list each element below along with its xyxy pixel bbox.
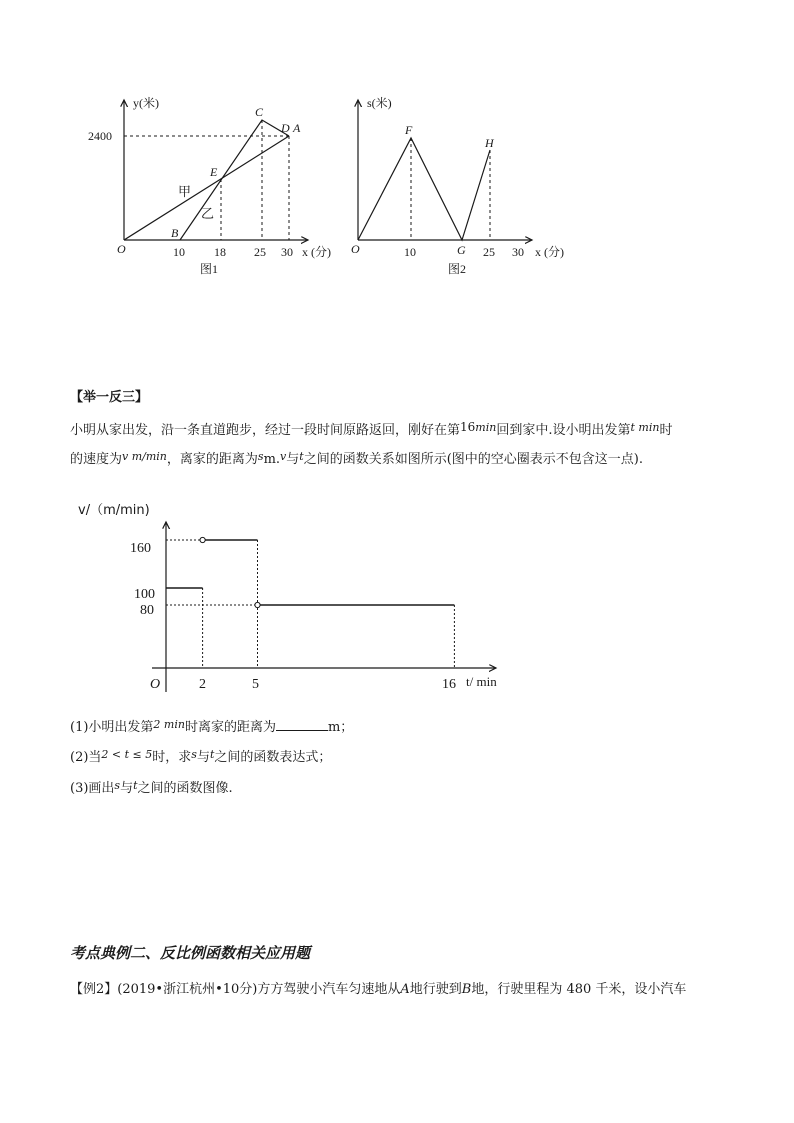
question-3: [70, 779, 233, 799]
fig2-y-label: s(米): [367, 96, 392, 110]
problem-text: 小明从家出发，沿一条直道跑步，经过一段时间原路返回，刚好在第: [70, 423, 461, 438]
question-text: 时离家的距离为: [184, 720, 276, 735]
fig3-y-tick-100: 100: [134, 587, 155, 602]
math-t-min: t min: [630, 421, 660, 434]
math-s: s: [191, 748, 197, 761]
fig3-open-point-1: [255, 602, 260, 607]
question-text: (2)当: [70, 750, 102, 765]
fig1-label-jia: 甲: [178, 184, 192, 199]
fig1-y-label: y(米): [133, 96, 159, 110]
math-inequality: 2 < t ≤ 5: [101, 748, 153, 761]
example-text: 【例2】(2019•浙江杭州•10分)方方驾驶小汽车匀速地从: [70, 982, 401, 997]
problem-text: m.: [263, 452, 281, 467]
fig1-caption: 图1: [200, 262, 219, 276]
fig2-origin: O: [351, 242, 360, 256]
figure-1: [80, 90, 340, 290]
problem-line-2: [70, 450, 643, 470]
fig1-line-yi: [180, 120, 289, 240]
fig3-y-label: v/（m/min): [78, 503, 150, 518]
question-text: 与: [196, 750, 210, 765]
fig1-x-tick-25: 25: [254, 245, 266, 259]
fig3-origin: O: [150, 677, 161, 692]
fig2-point-h: H: [485, 136, 494, 150]
problem-line-1: [70, 420, 672, 441]
question-text: 时，求: [152, 750, 192, 765]
fig3-y-tick-160: 160: [130, 541, 151, 556]
figure-3-velocity-chart: [60, 490, 520, 700]
math-a: A: [400, 982, 410, 997]
math-2-min: 2 min: [153, 718, 185, 731]
fig2-graph: [358, 138, 490, 240]
fig1-point-e: E: [210, 165, 218, 179]
problem-text: 时: [659, 423, 673, 438]
math-s: s: [114, 779, 121, 792]
fig3-x-tick-5: 5: [252, 677, 259, 692]
example-text: 地，行驶里程为 480 千米，设小汽车: [471, 982, 687, 997]
question-1: [70, 718, 353, 738]
math-b: B: [461, 982, 472, 997]
question-2: [70, 748, 331, 768]
fig1-x-tick-30: 30: [281, 245, 293, 259]
fig2-x-tick-10: 10: [404, 245, 416, 259]
question-text: (1)小明出发第: [70, 720, 154, 735]
question-text: (3)画出: [70, 781, 115, 796]
question-text: 之间的函数表达式；: [214, 750, 332, 765]
math-v: v: [280, 450, 287, 463]
question-text: 与: [120, 781, 134, 796]
question-text: 之间的函数图像.: [137, 781, 233, 796]
fig2-x-tick-25: 25: [483, 245, 495, 259]
math-t: t: [209, 748, 215, 761]
fig1-y-tick-2400: 2400: [88, 129, 112, 143]
example-text: 地行驶到: [409, 982, 462, 997]
fig3-y-tick-80: 80: [140, 603, 154, 618]
section2-heading: 考点典例二、反比例函数相关应用题: [70, 944, 311, 962]
fig2-point-f: F: [405, 123, 413, 137]
fig3-x-tick-16: 16: [442, 677, 456, 692]
math-v-unit: v m/min: [122, 450, 167, 463]
fig1-point-c: C: [255, 105, 264, 119]
section-heading: 【举一反三】: [70, 390, 149, 405]
fig2-point-g: G: [457, 243, 466, 257]
fig3-x-label: t/ min: [466, 674, 497, 689]
fig3-x-tick-2: 2: [199, 677, 206, 692]
problem-text: ，离家的距离为: [166, 452, 258, 467]
fig3-open-point-0: [200, 537, 205, 542]
math-16: 16: [460, 420, 476, 434]
example-2-line: [70, 980, 686, 1000]
math-t: t: [299, 450, 304, 463]
fig2-caption: 图2: [448, 262, 467, 276]
math-min: min: [475, 421, 497, 434]
math-t: t: [133, 779, 138, 792]
answer-blank[interactable]: [276, 718, 328, 731]
fig2-x-tick-30: 30: [512, 245, 524, 259]
figure-2: [345, 90, 585, 290]
question-text: m；: [327, 720, 354, 735]
fig1-x-label: x (分): [302, 245, 331, 259]
problem-text: 与: [286, 452, 300, 467]
fig1-line-jia: [124, 136, 289, 240]
fig1-point-b: B: [171, 226, 179, 240]
fig1-x-tick-10: 10: [173, 245, 185, 259]
fig1-label-yi: 乙: [201, 206, 215, 221]
fig1-x-tick-18: 18: [214, 245, 226, 259]
fig1-origin: O: [117, 242, 126, 256]
problem-text: 的速度为: [70, 452, 123, 467]
problem-text: 回到家中.设小明出发第: [496, 423, 631, 438]
math-s: s: [257, 450, 264, 463]
fig2-x-label: x (分): [535, 245, 564, 259]
problem-text: 之间的函数关系如图所示(图中的空心圈表示不包含这一点).: [303, 452, 643, 467]
fig1-point-a: A: [293, 121, 301, 135]
fig1-point-d: D: [281, 121, 290, 135]
